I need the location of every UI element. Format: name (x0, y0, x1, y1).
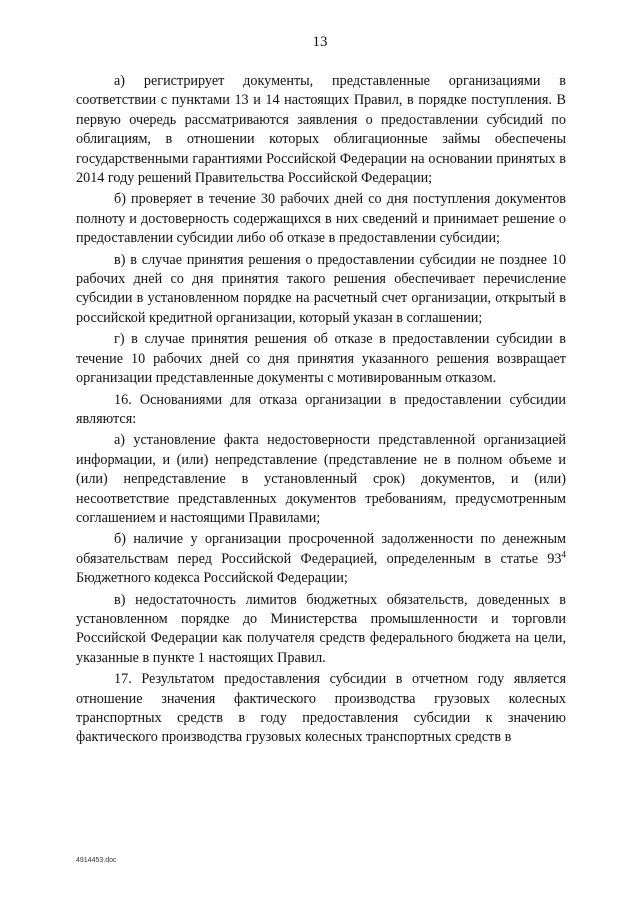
article-superscript: 4 (561, 549, 566, 560)
paragraph-15g: г) в случае принятия решения об отказе в предоставлении субсидии в течение 10 рабочих дней со дня принятия указанного решения возвращает организации представленные документы с мотивированным отказом. (76, 331, 566, 387)
paragraph-16b-text: б) наличие у организации просроченной задолженности по денежным обязательствам перед Российской Федерацией, определенным в статье 93 (76, 531, 566, 567)
paragraph-16a: а) установление факта недостоверности представленной организацией информации, и (или) непредставление (представление не в полном объеме и (или) непредставление в установленный срок) документов, и (или) несоответствие представленных документов требованиям, предусмотренным соглашением и настоящими Правилами; (76, 432, 566, 526)
document-body (76, 72, 566, 750)
paragraph-15b: б) проверяет в течение 30 рабочих дней со дня поступления документов полноту и достоверность содержащихся в них сведений и принимает решение о предоставлении субсидии либо об отказе в предоставлении субсидии; (76, 191, 566, 247)
paragraph-15a: а) регистрирует документы, представленные организациями в соответствии с пунктами 13 и 14 настоящих Правил, в порядке поступления. В первую очередь рассматриваются заявления о предоставлении субсидий по облигациям, в отношении которых облигационные займы обеспечены государственными гарантиями Российской Федерации на основании принятых в 2014 году решений Правительства Российской Федерации; (76, 73, 566, 187)
page-number: 13 (312, 34, 328, 50)
paragraph-16b (76, 530, 566, 588)
paragraph-16b-text-end: Бюджетного кодекса Российской Федерации; (76, 570, 348, 587)
footer-filename: 4914453.doc (76, 857, 117, 864)
paragraph-16v: в) недостаточность лимитов бюджетных обязательств, доведенных в установленном порядке до Министерства промышленности и торговли Российской Федерации как получателя средств федерального бюджета на цели, указанные в пункте 1 настоящих Правил. (76, 591, 566, 666)
paragraph-15v: в) в случае принятия решения о предоставлении субсидии не позднее 10 рабочих дней со дня принятия такого решения обеспечивает перечисление субсидии в установленном порядке на расчетный счет организации, открытый в российской кредитной организации, который указан в соглашении; (76, 251, 566, 326)
paragraph-16: 16. Основаниями для отказа организации в предоставлении субсидии являются: (76, 391, 566, 427)
paragraph-17: 17. Результатом предоставления субсидии в отчетном году является отношение значения фактического производства грузовых колесных транспортных средств в году предоставления субсидии к значению фактического производства грузовых колесных транспортных средств в (76, 671, 566, 746)
